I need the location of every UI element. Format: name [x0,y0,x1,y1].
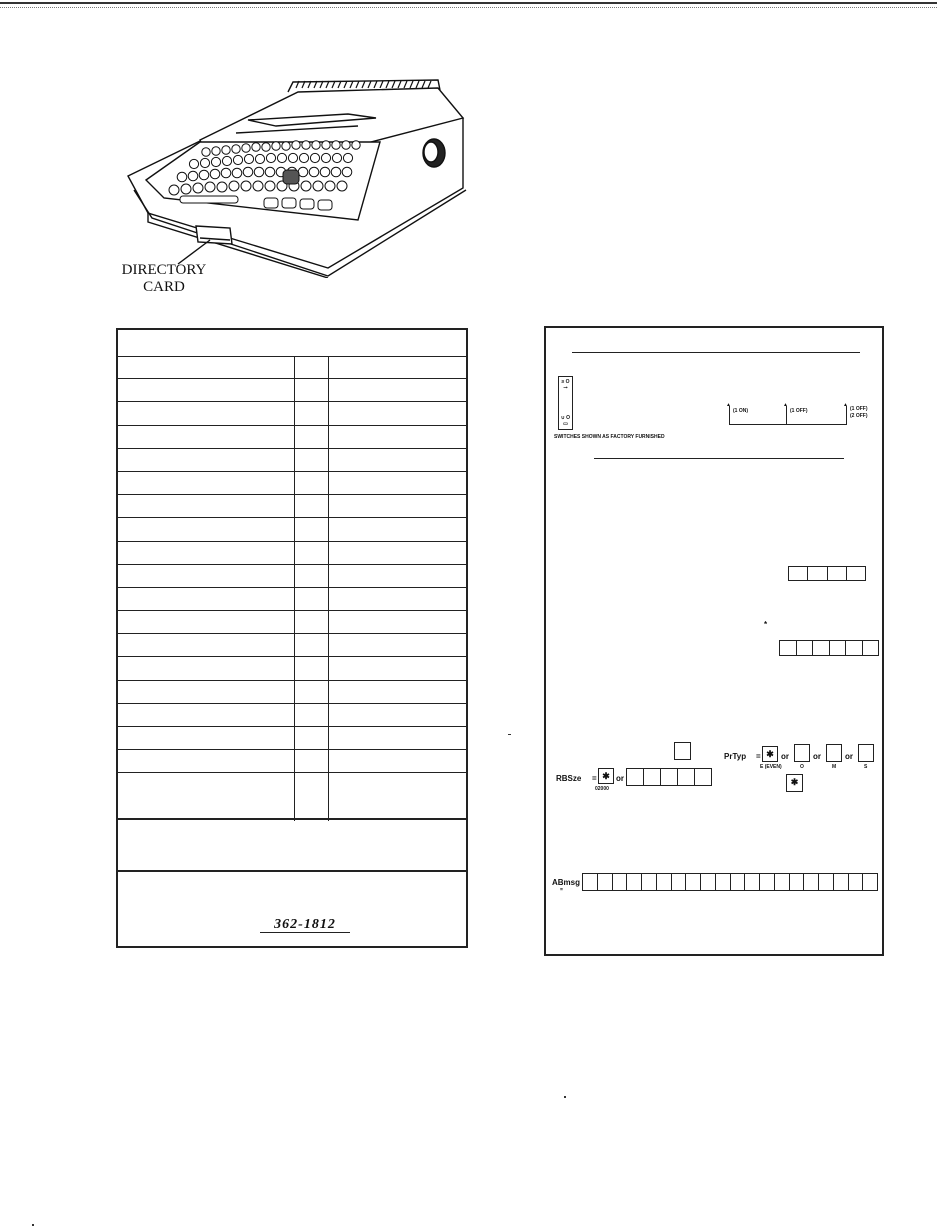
card-row [118,495,466,518]
directory-card-form [116,328,468,948]
switch-arrow-3 [846,406,847,424]
stray-mark [508,734,511,735]
card-row [118,402,466,425]
card-row [118,565,466,588]
card-header-row [118,330,466,357]
card-row [118,634,466,657]
callout-line-2: CARD [143,279,185,295]
card-row [118,727,466,750]
card-section-divider-1 [118,818,466,820]
prtyp-or-1: or [781,752,789,761]
switch-arrow-2 [786,406,787,424]
prtyp-option-space: S [864,764,868,770]
prtyp-or-2: or [813,752,821,761]
switch-caption: SWITCHES SHOWN AS FACTORY FURNISHED [554,434,665,440]
card-row [118,657,466,680]
card-row [118,472,466,495]
card-row [118,750,466,773]
stray-mark [32,1224,34,1226]
card-rows [118,356,466,797]
prtyp-even-box[interactable]: ✱ [762,746,778,762]
card-section-divider-2 [118,870,466,872]
switch-pos-2: (1 OFF) [790,408,808,414]
abmsg-sub: = [560,887,563,893]
stray-mark [564,1096,566,1098]
card-row [118,379,466,402]
card-row [118,426,466,449]
prtyp-or-3: or [845,752,853,761]
card-row [118,518,466,541]
top-rule [0,2,937,4]
rbsize-extra-box[interactable] [674,742,691,760]
rbsize-or: or [616,774,624,783]
card-row [118,588,466,611]
prtyp-label: PrTyp [724,752,747,761]
panel-section-rule [594,458,844,459]
option-panel: ≥ O ⊸ ∪ O ▭ SWITCHES SHOWN AS FACTORY FURNISHED ▲ ▲ ▲ (1 ON) (1 OFF) (1 OFF) (2 OFF) * RBSze = ✱ or 02000 PrTyp = ✱ or or or E (EVEN) O M S ✱ ABmsg = [544,326,884,956]
top-rule-dotted [0,7,937,8]
card-row [118,356,466,379]
card-row [118,449,466,472]
rbsize-entry[interactable] [626,768,712,786]
switch-top-marking: ≥ O ⊸ [561,379,570,391]
card-row [118,773,466,796]
callout-line-1: DIRECTORY [121,262,207,278]
panel-title-rule [572,352,860,353]
card-row [118,611,466,634]
rbsize-default-box[interactable]: ✱ [598,768,614,784]
switch-pos-4: (2 OFF) [850,413,868,419]
switch-pos-1: (1 ON) [733,408,748,414]
typewriter-illustration [118,78,474,278]
directory-card-callout [104,262,224,296]
prtyp-mark-box[interactable] [826,744,842,762]
card-row [118,681,466,704]
switch-scale-line [729,424,847,425]
rbsize-equals: = [592,774,597,783]
card-row [118,542,466,565]
switch-arrow-1 [729,406,730,424]
card-column-divider-2 [328,356,329,821]
entry-box-4[interactable] [788,566,866,581]
prtyp-odd-box[interactable] [794,744,810,762]
switch-pos-3: (1 OFF) [850,406,868,412]
asterisk-note: * [764,620,768,629]
prtyp-option-odd: O [800,764,804,770]
abmsg-entry[interactable] [582,873,878,891]
switch-graphic [558,376,573,430]
prtyp-option-mark: M [832,764,837,770]
entry-box-6[interactable] [779,640,879,656]
rbsize-label: RBSze [556,774,582,783]
switch-bottom-marking: ∪ O ▭ [561,415,570,427]
prtyp-option-even: E (EVEN) [760,764,782,770]
card-column-divider-1 [294,356,295,821]
prtyp-space-box[interactable] [858,744,874,762]
prtyp-default-box[interactable]: ✱ [786,774,803,792]
rbsize-default-value: 02000 [595,786,609,792]
abmsg-label: ABmsg [552,878,581,887]
card-row [118,704,466,727]
phone-number: 362-1812 [260,918,350,933]
prtyp-equals: = [756,752,761,761]
